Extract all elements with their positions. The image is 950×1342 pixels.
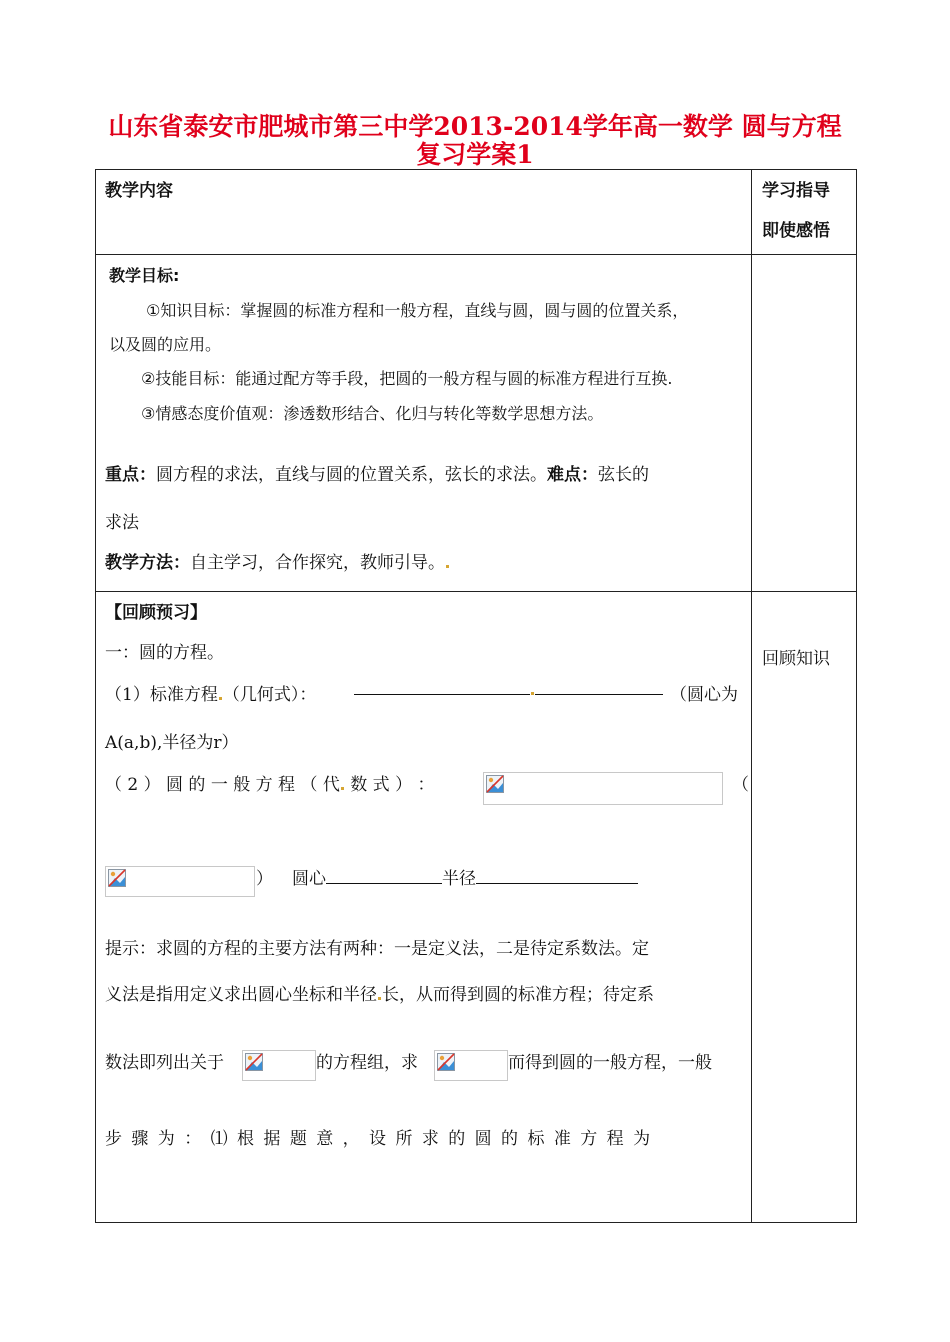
review-line-circle-equation: 一：圆的方程。 [105, 643, 224, 663]
center-label: 圆心 [292, 869, 326, 889]
review-heading: 【回顾预习】 [105, 603, 207, 623]
goal-skill: ②技能目标：能通过配方等手段，把圆的一般方程与圆的标准方程进行互换. [141, 369, 673, 388]
review-side-note: 回顾知识 [762, 649, 830, 669]
broken-image-icon [437, 1053, 455, 1071]
general-form-condition-image [105, 866, 255, 897]
review-line-standard-form [105, 680, 316, 705]
general-form-paren-close: ） [256, 869, 273, 889]
key-label: 重点： [105, 465, 156, 485]
goal-knowledge-line1: ①知识目标：掌握圆的标准方程和一般方程，直线与圆，圆与圆的位置关系， [146, 301, 689, 320]
edit-mark [446, 565, 449, 568]
difficulty-text: 弦长的 [598, 465, 649, 485]
general-form-paren-open: （ [732, 775, 749, 795]
goals-side-cell [752, 255, 857, 592]
solve-unknowns-image [434, 1050, 508, 1081]
key-text: 圆方程的求法，直线与圆的位置关系，弦长的求法。 [156, 465, 547, 485]
hint-line1: 提示：求圆的方程的主要方法有两种：一是定义法，二是待定系数法。定 [105, 939, 649, 959]
broken-image-icon [108, 869, 126, 887]
review-cell [96, 592, 752, 1223]
lesson-table [95, 169, 857, 1223]
key-points-line [105, 460, 649, 485]
review-side-cell [752, 592, 857, 1223]
header-left-cell [96, 170, 752, 255]
broken-image-icon [245, 1053, 263, 1071]
review-line-general-form [105, 770, 434, 795]
unknowns-image [242, 1050, 316, 1081]
edit-mark [341, 787, 344, 790]
edit-mark [531, 692, 534, 695]
hint-line3-end: 而得到圆的一般方程，一般 [508, 1053, 712, 1073]
hint-line3-start: 数法即列出关于 [105, 1053, 224, 1073]
broken-image-icon [486, 775, 504, 793]
radius-blank[interactable] [476, 869, 638, 884]
hint-line4-steps: 步 骤 为 ： ⑴ 根 据 题 意 ， 设 所 求 的 圆 的 标 准 方 程 为 [105, 1129, 653, 1149]
difficulty-label: 难点： [547, 465, 598, 485]
header-teaching-content: 教学内容 [105, 181, 173, 201]
hint-line2: 义法是指用定义求出圆心坐标和半径 长，从而得到圆的标准方程；待定系 [105, 985, 654, 1005]
standard-form-center-note: （圆心为 [670, 685, 738, 705]
method-text: 自主学习，合作探究，教师引导。 [190, 553, 445, 573]
goal-knowledge-line2: 以及圆的应用。 [109, 335, 222, 354]
header-guide-line2: 即使感悟 [762, 221, 830, 241]
method-label: 教学方法： [105, 553, 190, 573]
header-guide-line1: 学习指导 [762, 181, 830, 201]
goal-attitude: ③情感态度价值观：渗透数形结合、化归与转化等数学思想方法。 [141, 404, 604, 423]
header-right-cell [752, 170, 857, 255]
standard-form-blank[interactable] [354, 680, 663, 700]
standard-form-label: （1）标准方程 [105, 685, 218, 705]
general-form-label: （ 2 ） 圆 的 一 般 方 程 （ 代 [105, 775, 340, 795]
goals-cell [96, 255, 752, 592]
hint-line3-mid: 的方程组，求 [316, 1053, 418, 1073]
general-form-equation-image [483, 772, 723, 805]
radius-label: 半径 [442, 869, 476, 889]
general-form-type: 数 式 ） ： [344, 775, 435, 795]
method-line [105, 548, 450, 573]
edit-mark [378, 997, 381, 1000]
standard-form-type: （几何式）： [222, 685, 317, 705]
center-blank[interactable] [326, 869, 442, 884]
standard-form-center-radius: A(a,b),半径为r） [105, 733, 239, 753]
difficulty-text-cont: 求法 [105, 513, 139, 533]
document-title-line1: 山东省泰安市肥城市第三中学2013-2014学年高一数学 圆与方程 [108, 112, 842, 141]
edit-mark [219, 697, 222, 700]
center-blank-row [292, 864, 638, 889]
goals-heading: 教学目标: [109, 266, 180, 285]
document-title-line2: 复习学案1 [416, 140, 534, 169]
